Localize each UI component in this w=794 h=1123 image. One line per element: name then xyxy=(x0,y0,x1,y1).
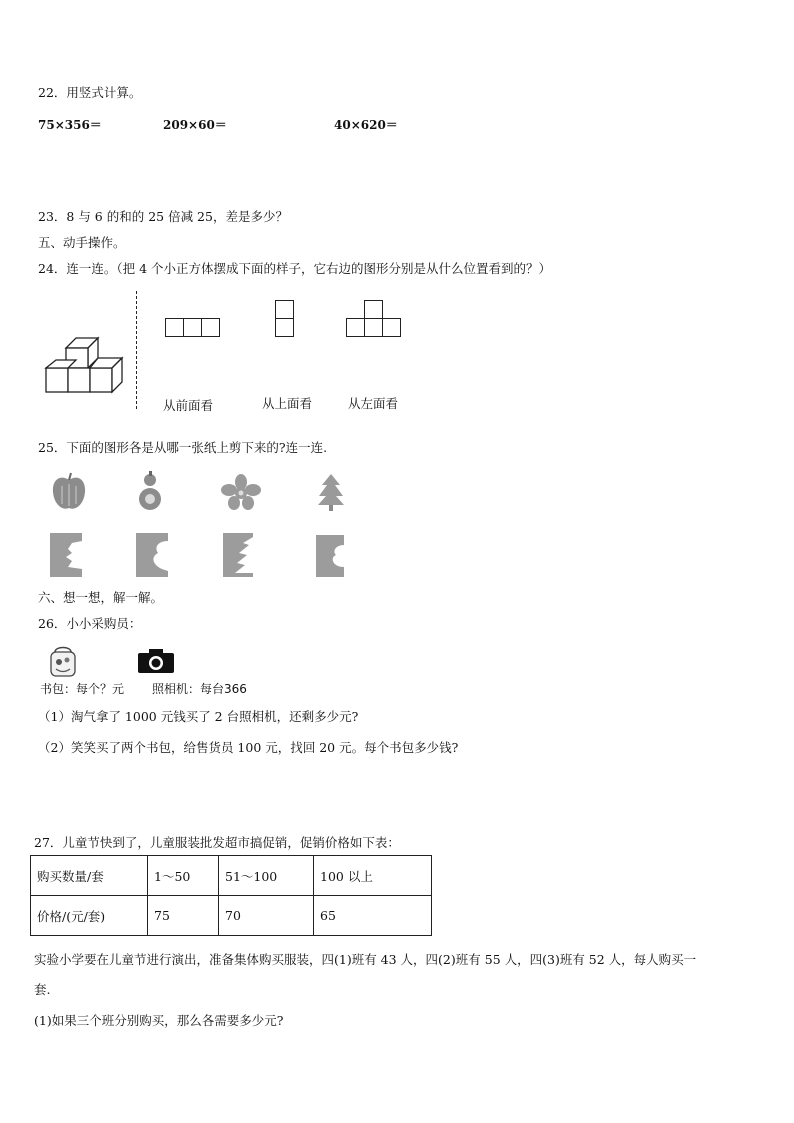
table-cell: 100 以上 xyxy=(314,856,432,896)
top-view-square xyxy=(275,300,294,319)
left-view-square xyxy=(364,318,383,337)
apple-shape-icon xyxy=(50,472,88,512)
section5-title: 五、动手操作。 xyxy=(38,235,126,250)
left-view-square xyxy=(346,318,365,337)
gourd-shape-icon xyxy=(136,470,164,512)
paper-cutout-icon xyxy=(50,533,82,577)
paper-cutout-icon xyxy=(316,535,344,577)
cube-stack-figure xyxy=(44,336,128,398)
section6-title: 六、想一想，解一解。 xyxy=(38,590,164,605)
camera-icon xyxy=(137,648,175,674)
table-cell: 75 xyxy=(148,896,219,936)
camera-price-label: 照相机：每台366 xyxy=(152,682,247,696)
q26-subquestion-1: （1）淘气拿了 1000 元钱买了 2 台照相机，还剩多少元? xyxy=(38,709,359,724)
view-label-top: 从上面看 xyxy=(262,396,313,411)
front-view-square xyxy=(165,318,184,337)
dashed-divider xyxy=(136,291,137,409)
q26-title: 26．小小采购员： xyxy=(38,616,142,631)
left-view-square xyxy=(382,318,401,337)
q22-item-2: 209×60＝ xyxy=(163,118,227,132)
q23-title: 23．8 与 6 的和的 25 倍减 25，差是多少？ xyxy=(38,209,288,224)
q22-item-1: 75×356＝ xyxy=(38,118,102,132)
q27-title: 27．儿童节快到了，儿童服装批发超市搞促销，促销价格如下表： xyxy=(34,835,400,850)
top-view-square xyxy=(275,318,294,337)
q22-item-3: 40×620＝ xyxy=(334,118,398,132)
view-label-left: 从左面看 xyxy=(348,396,399,411)
q27-question-1: (1)如果三个班分别购买，那么各需要多少元? xyxy=(34,1013,284,1028)
q25-title: 25．下面的图形各是从哪一张纸上剪下来的?连一连. xyxy=(38,440,328,455)
view-label-front: 从前面看 xyxy=(163,398,214,413)
front-view-square xyxy=(183,318,202,337)
flower-shape-icon xyxy=(221,474,261,510)
q22-title: 22．用竖式计算。 xyxy=(38,85,142,100)
paper-cutout-icon xyxy=(223,533,253,577)
left-view-square xyxy=(364,300,383,319)
tree-shape-icon xyxy=(316,472,346,512)
q27-description-line-2: 套. xyxy=(34,982,51,997)
q24-title: 24．连一连。（把 4 个小正方体摆成下面的样子，它右边的图形分别是从什么位置看到的？） xyxy=(38,261,552,276)
price-table xyxy=(30,855,432,936)
table-row xyxy=(31,896,432,936)
schoolbag-price-label: 书包：每个？元 xyxy=(40,682,125,696)
table-cell: 70 xyxy=(219,896,314,936)
table-cell: 51～100 xyxy=(219,856,314,896)
table-cell: 购买数量/套 xyxy=(31,856,148,896)
front-view-square xyxy=(201,318,220,337)
q26-subquestion-2: （2）笑笑买了两个书包，给售货员 100 元，找回 20 元。每个书包多少钱? xyxy=(38,740,459,755)
table-row xyxy=(31,856,432,896)
table-cell: 价格/(元/套) xyxy=(31,896,148,936)
paper-cutout-icon xyxy=(136,533,168,577)
schoolbag-icon xyxy=(48,644,78,678)
q27-description-line-1: 实验小学要在儿童节进行演出，准备集体购买服装，四(1)班有 43 人，四(2)班有 55 人，四(3)班有 52 人，每人购买一 xyxy=(34,952,697,967)
table-cell: 65 xyxy=(314,896,432,936)
table-cell: 1～50 xyxy=(148,856,219,896)
